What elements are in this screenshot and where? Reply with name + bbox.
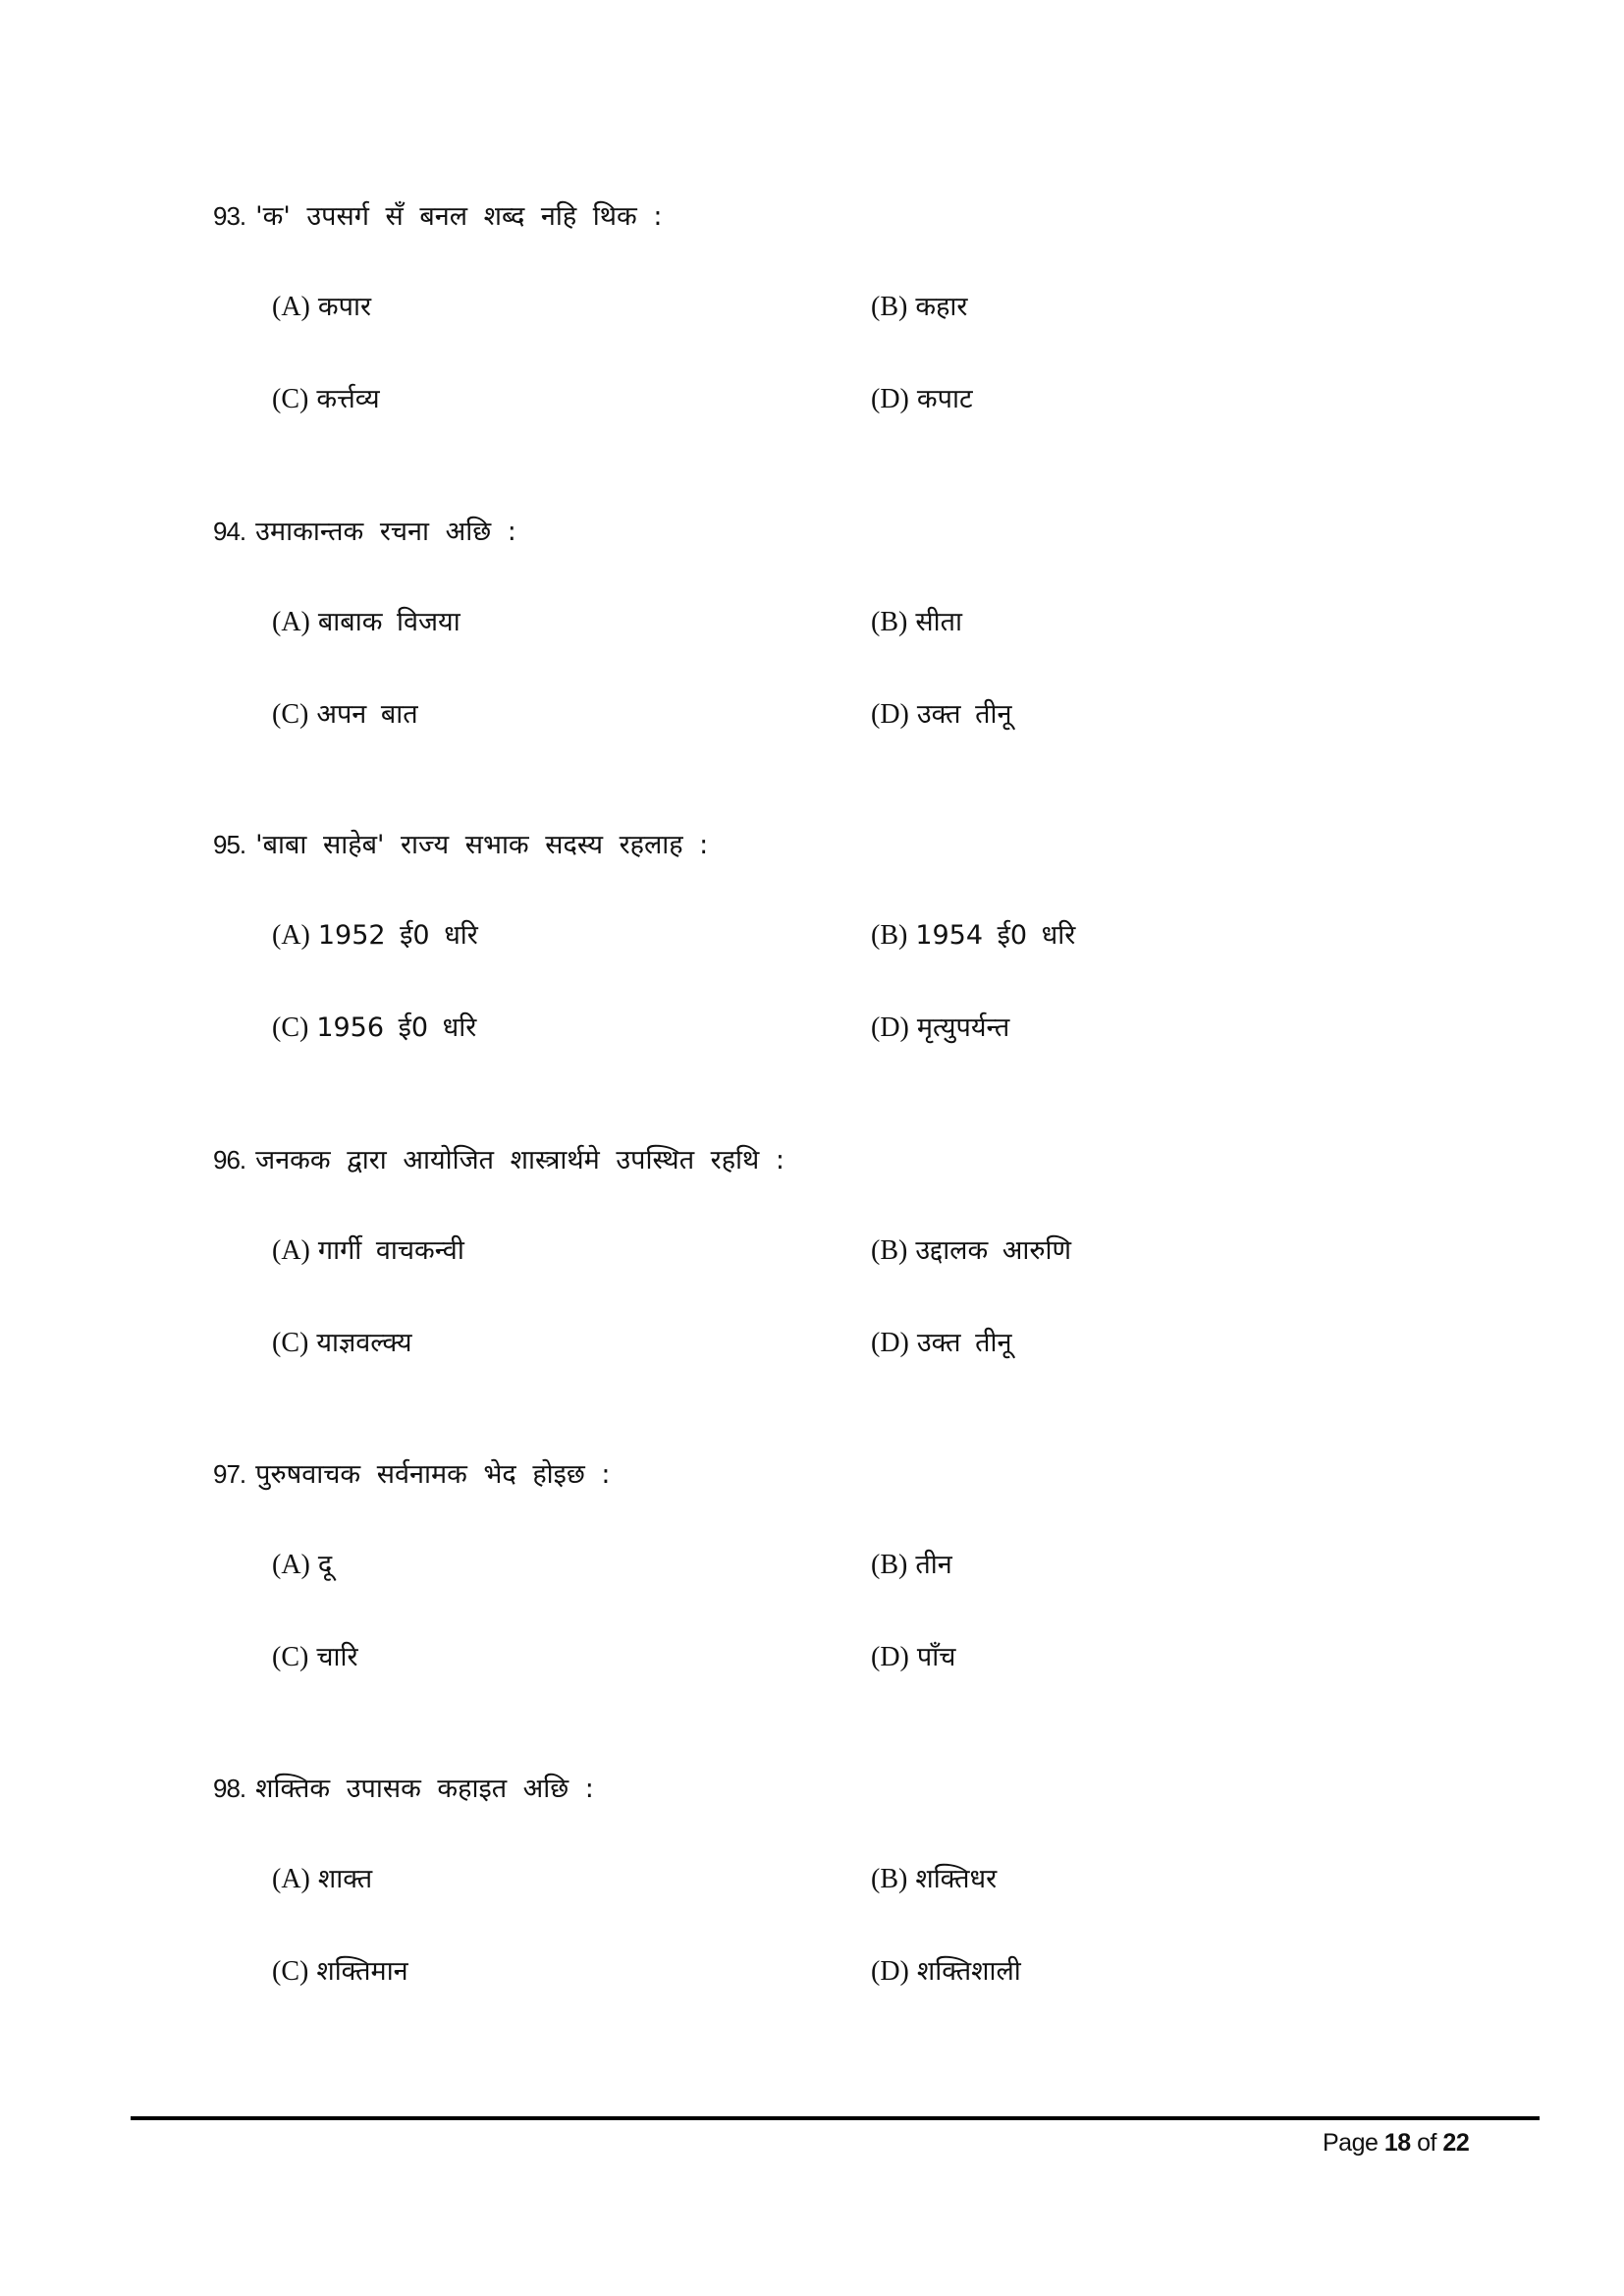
option-label: (D) (871, 384, 909, 414)
current-page: 18 (1383, 2129, 1411, 2157)
option-b (871, 288, 967, 327)
option-label: (C) (272, 1012, 309, 1043)
option-d (871, 695, 1011, 735)
option-label: (A) (272, 607, 310, 637)
question-number: 96. (213, 1145, 246, 1175)
option-text: 1952 ई0 धरि (317, 920, 478, 951)
option-label: (A) (272, 1550, 310, 1580)
option-text: 1954 ई0 धरि (915, 920, 1076, 951)
question-96 (0, 1140, 1624, 1435)
option-label: (B) (871, 1550, 908, 1580)
option-a (272, 1546, 332, 1585)
option-d (871, 1638, 955, 1677)
option-text: शाक्त (317, 1864, 373, 1894)
question-stem (213, 1140, 785, 1179)
option-label: (A) (272, 920, 310, 951)
option-text: शक्तिधर (915, 1864, 998, 1894)
option-label: (D) (871, 1642, 909, 1672)
option-b (871, 1231, 1071, 1271)
option-text: उक्त तीनू (916, 699, 1012, 730)
page-number (1323, 2128, 1469, 2158)
option-label: (D) (871, 1956, 909, 1987)
option-text: गार्गी वाचकन्वी (317, 1235, 464, 1266)
option-b (871, 916, 1075, 956)
option-d (871, 1009, 1009, 1048)
question-93 (0, 196, 1624, 491)
question-number: 97. (213, 1459, 246, 1489)
question-number: 95. (213, 830, 246, 859)
option-a (272, 1860, 372, 1899)
question-stem (213, 825, 708, 864)
question-text: उमाकान्तक रचना अछि : (255, 517, 516, 547)
option-label: (B) (871, 920, 908, 951)
option-d (871, 1952, 1021, 1992)
option-b (871, 1546, 952, 1585)
option-c (272, 380, 380, 419)
page-word: Page (1323, 2129, 1379, 2157)
question-number: 98. (213, 1774, 246, 1803)
option-label: (D) (871, 1012, 909, 1043)
option-c (272, 1952, 408, 1992)
option-a (272, 603, 460, 642)
option-label: (B) (871, 292, 908, 322)
option-label: (C) (272, 1328, 309, 1358)
option-text: दू (317, 1550, 333, 1580)
option-text: सीता (915, 607, 962, 637)
question-stem (213, 512, 516, 551)
option-b (871, 603, 962, 642)
option-a (272, 1231, 464, 1271)
option-text: बाबाक विजया (317, 607, 460, 637)
option-text: शक्तिमान (316, 1956, 408, 1987)
option-text: तीन (915, 1550, 952, 1580)
question-95 (0, 825, 1624, 1120)
option-label: (D) (871, 1328, 909, 1358)
option-c (272, 695, 418, 735)
option-label: (A) (272, 1235, 310, 1266)
option-c (272, 1009, 476, 1048)
option-label: (B) (871, 1235, 908, 1266)
total-pages: 22 (1442, 2129, 1470, 2157)
question-stem (213, 1769, 594, 1808)
question-97 (0, 1454, 1624, 1749)
question-number: 94. (213, 517, 246, 546)
option-text: मृत्युपर्यन्त (916, 1012, 1010, 1043)
option-label: (B) (871, 1864, 908, 1894)
of-word: of (1417, 2129, 1436, 2157)
question-text: शक्तिक उपासक कहाइत अछि : (255, 1774, 594, 1804)
option-text: याज्ञवल्क्य (316, 1328, 412, 1358)
option-label: (C) (272, 384, 309, 414)
option-c (272, 1638, 358, 1677)
question-stem (213, 1454, 611, 1494)
option-a (272, 916, 478, 956)
option-text: चारि (316, 1642, 358, 1672)
question-text: 'बाबा साहेब' राज्य सभाक सदस्य रहलाह : (255, 830, 709, 860)
option-text: कर्त्तव्य (316, 384, 380, 414)
option-c (272, 1324, 412, 1363)
question-text: पुरुषवाचक सर्वनामक भेद होइछ : (255, 1459, 611, 1490)
option-d (871, 380, 973, 419)
option-text: कपार (317, 292, 371, 322)
option-label: (C) (272, 699, 309, 730)
option-text: शक्तिशाली (916, 1956, 1021, 1987)
option-text: उद्दालक आरुणि (915, 1235, 1072, 1266)
option-label: (D) (871, 699, 909, 730)
footer-divider (131, 2116, 1540, 2120)
option-text: 1956 ई0 धरि (316, 1012, 477, 1043)
option-a (272, 288, 371, 327)
option-text: कहार (915, 292, 968, 322)
option-label: (A) (272, 292, 310, 322)
option-text: अपन बात (316, 699, 418, 730)
question-stem (213, 196, 662, 236)
question-text: जनकक द्वारा आयोजित शास्त्रार्थमे उपस्थित रहथि : (255, 1145, 785, 1175)
option-text: कपाट (916, 384, 973, 414)
option-text: उक्त तीनू (916, 1328, 1012, 1358)
option-text: पाँच (916, 1642, 956, 1672)
question-text: 'क' उपसर्ग सँ बनल शब्द नहि थिक : (255, 201, 663, 232)
option-d (871, 1324, 1011, 1363)
option-label: (B) (871, 607, 908, 637)
option-label: (C) (272, 1642, 309, 1672)
option-label: (C) (272, 1956, 309, 1987)
question-94 (0, 512, 1624, 806)
option-b (871, 1860, 997, 1899)
option-label: (A) (272, 1864, 310, 1894)
question-98 (0, 1769, 1624, 2063)
question-number: 93. (213, 201, 246, 231)
